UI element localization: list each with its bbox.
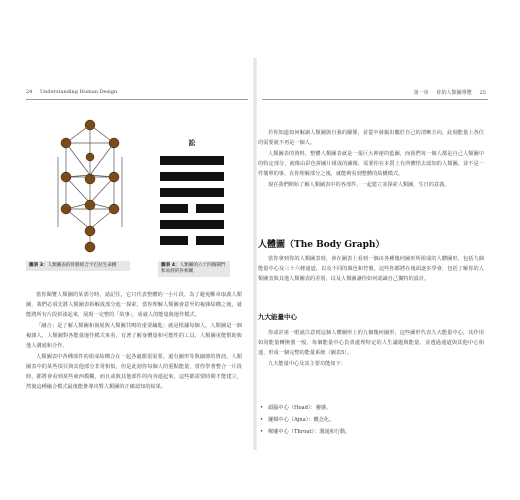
center-list-item: • 喉嚨中心（Throat）：溝通和行動。 <box>258 426 458 438</box>
center-list-item: • 頭腦中心（Head）：靈感。 <box>258 402 458 414</box>
figure-3-caption-text: 人類圖表的骨骼結合卡巴拉生命樹 <box>47 263 117 268</box>
right-intro-paragraph: 若你知道如何解讀人類圖與自我的關係，並從中發掘出屬於自己的清晰方向，此刻能量上各位的需要就不再是一個人。 <box>258 130 484 146</box>
nine-centers-paragraph: 你或許第一眼就注意到這個人體圖形上的九個幾何圖形，這些圖形代表九大能量中心，其作用如同能量轉換器一般，每個能量中心負責處理特定的人生議題與能量，並透過通道與其他中心相連，形成一個完整的能量系統（圖表5）。 <box>258 330 484 356</box>
tree-of-life-figure <box>50 117 130 255</box>
figure-3-caption-prefix: 圖表 3： <box>29 263 48 268</box>
left-page-number: 24 <box>26 89 33 95</box>
figure-3-caption <box>26 261 130 271</box>
right-intro-paragraph: 人類圖表的資料，整體人類圖表就是一張巨大神祕的藍圖，而我們每一個人都是自己人類圖中的特定部分，就像由彩色拼圖片組成的圖像，需要你在本質上有所體悟去認知的人類圖，並不是一件簡單的事。在你理解部分之後，就能夠看到整體的結構模式。 <box>258 151 484 177</box>
right-chapter-title: 你的人類圖導覽 <box>436 90 472 96</box>
right-page <box>258 58 490 450</box>
left-paragraph: 人類圖表中各種部件的組成結構合在一起各處都很需要，還有圖形等與細節的資訊，人類圖表中的某些項目與其他部分非常相似，但是此刻你每個人的重點能量，當你學著整合一片段時，都將會看到某些東西模糊，而且或與其他部件的內容連起來，這些都需要時間才能建立，然後這種融合模式最後能推導出對人類圖的正確認知的結果。 <box>26 354 242 390</box>
book-spread <box>20 58 490 450</box>
right-intro-paragraph: 現在我們開始了解人類圖表中的各部件，一起建立並探索人類圖，生日的意義。 <box>268 182 450 188</box>
figure-4-caption-text: 人類圖的六十四個閘門和易經的卦相關 <box>161 263 226 274</box>
left-running-header <box>26 89 117 95</box>
right-chapter-label: 第一章 <box>413 90 429 96</box>
book-gutter <box>253 58 257 450</box>
figure-4-caption <box>158 261 230 277</box>
hexagram-figure <box>160 138 224 256</box>
left-header-rule <box>26 99 248 100</box>
centers-list <box>258 402 458 438</box>
center-list-item: • 邏輯中心（Ajna）：概念化。 <box>258 414 458 426</box>
nine-centers-heading: 九大能量中心 <box>258 313 297 321</box>
right-running-header <box>414 89 486 96</box>
left-paragraph: 當你閱覽人類圖的某部分時，請記住，它只代表整體的一小片段。為了避免斷章取義人類圖，我們必須先將人類圖表拆解成部分進一探索，當你理解人類圖會意至的複雜結構之後，就能將所有片段拼湊起來，展現一完整的「故事」，成就人的能量與運作模式。 <box>26 292 242 318</box>
body-graph-heading: 人體圖（The Body Graph） <box>258 240 385 250</box>
right-intro-text <box>258 128 484 191</box>
hexagram-title: 訟 <box>188 138 196 147</box>
hexagram-lines <box>160 152 224 256</box>
left-paragraph: 「融合」是了解人類圖和發展與人類圖共鳴的重要鑰匙；就是根據每個人，人類圖是一個複雜人，人類圖對各能量運作模式來看，有著了解身體量和可能性的工具，人類圖更能幫助與他人溝通和合作。 <box>26 323 242 349</box>
right-header-rule <box>262 99 488 100</box>
nine-centers-text <box>258 328 484 370</box>
left-running-head: Understanding Human Design <box>39 89 118 95</box>
right-page-number: 25 <box>479 90 486 96</box>
left-page <box>20 58 252 450</box>
body-graph-text <box>258 254 484 285</box>
nine-centers-list-intro: 九大能量中心及其主要功能如下： <box>268 361 346 367</box>
left-body-text <box>26 290 242 393</box>
body-graph-paragraph: 當你拿到你的人類圖表時，會在圖表上看到一個由各種幾何圖形所組成的人體圖形，包括九個能量中心及三十六條通道，以及不同的顏色和符號，這些你都將在後面逐步學會，包括了解你的人類圖表與其他人類圖表的差別，以及人類圖讓你如何認識自己獨特的設計。 <box>258 256 484 282</box>
figure-4-caption-prefix: 圖表 4： <box>161 263 180 268</box>
